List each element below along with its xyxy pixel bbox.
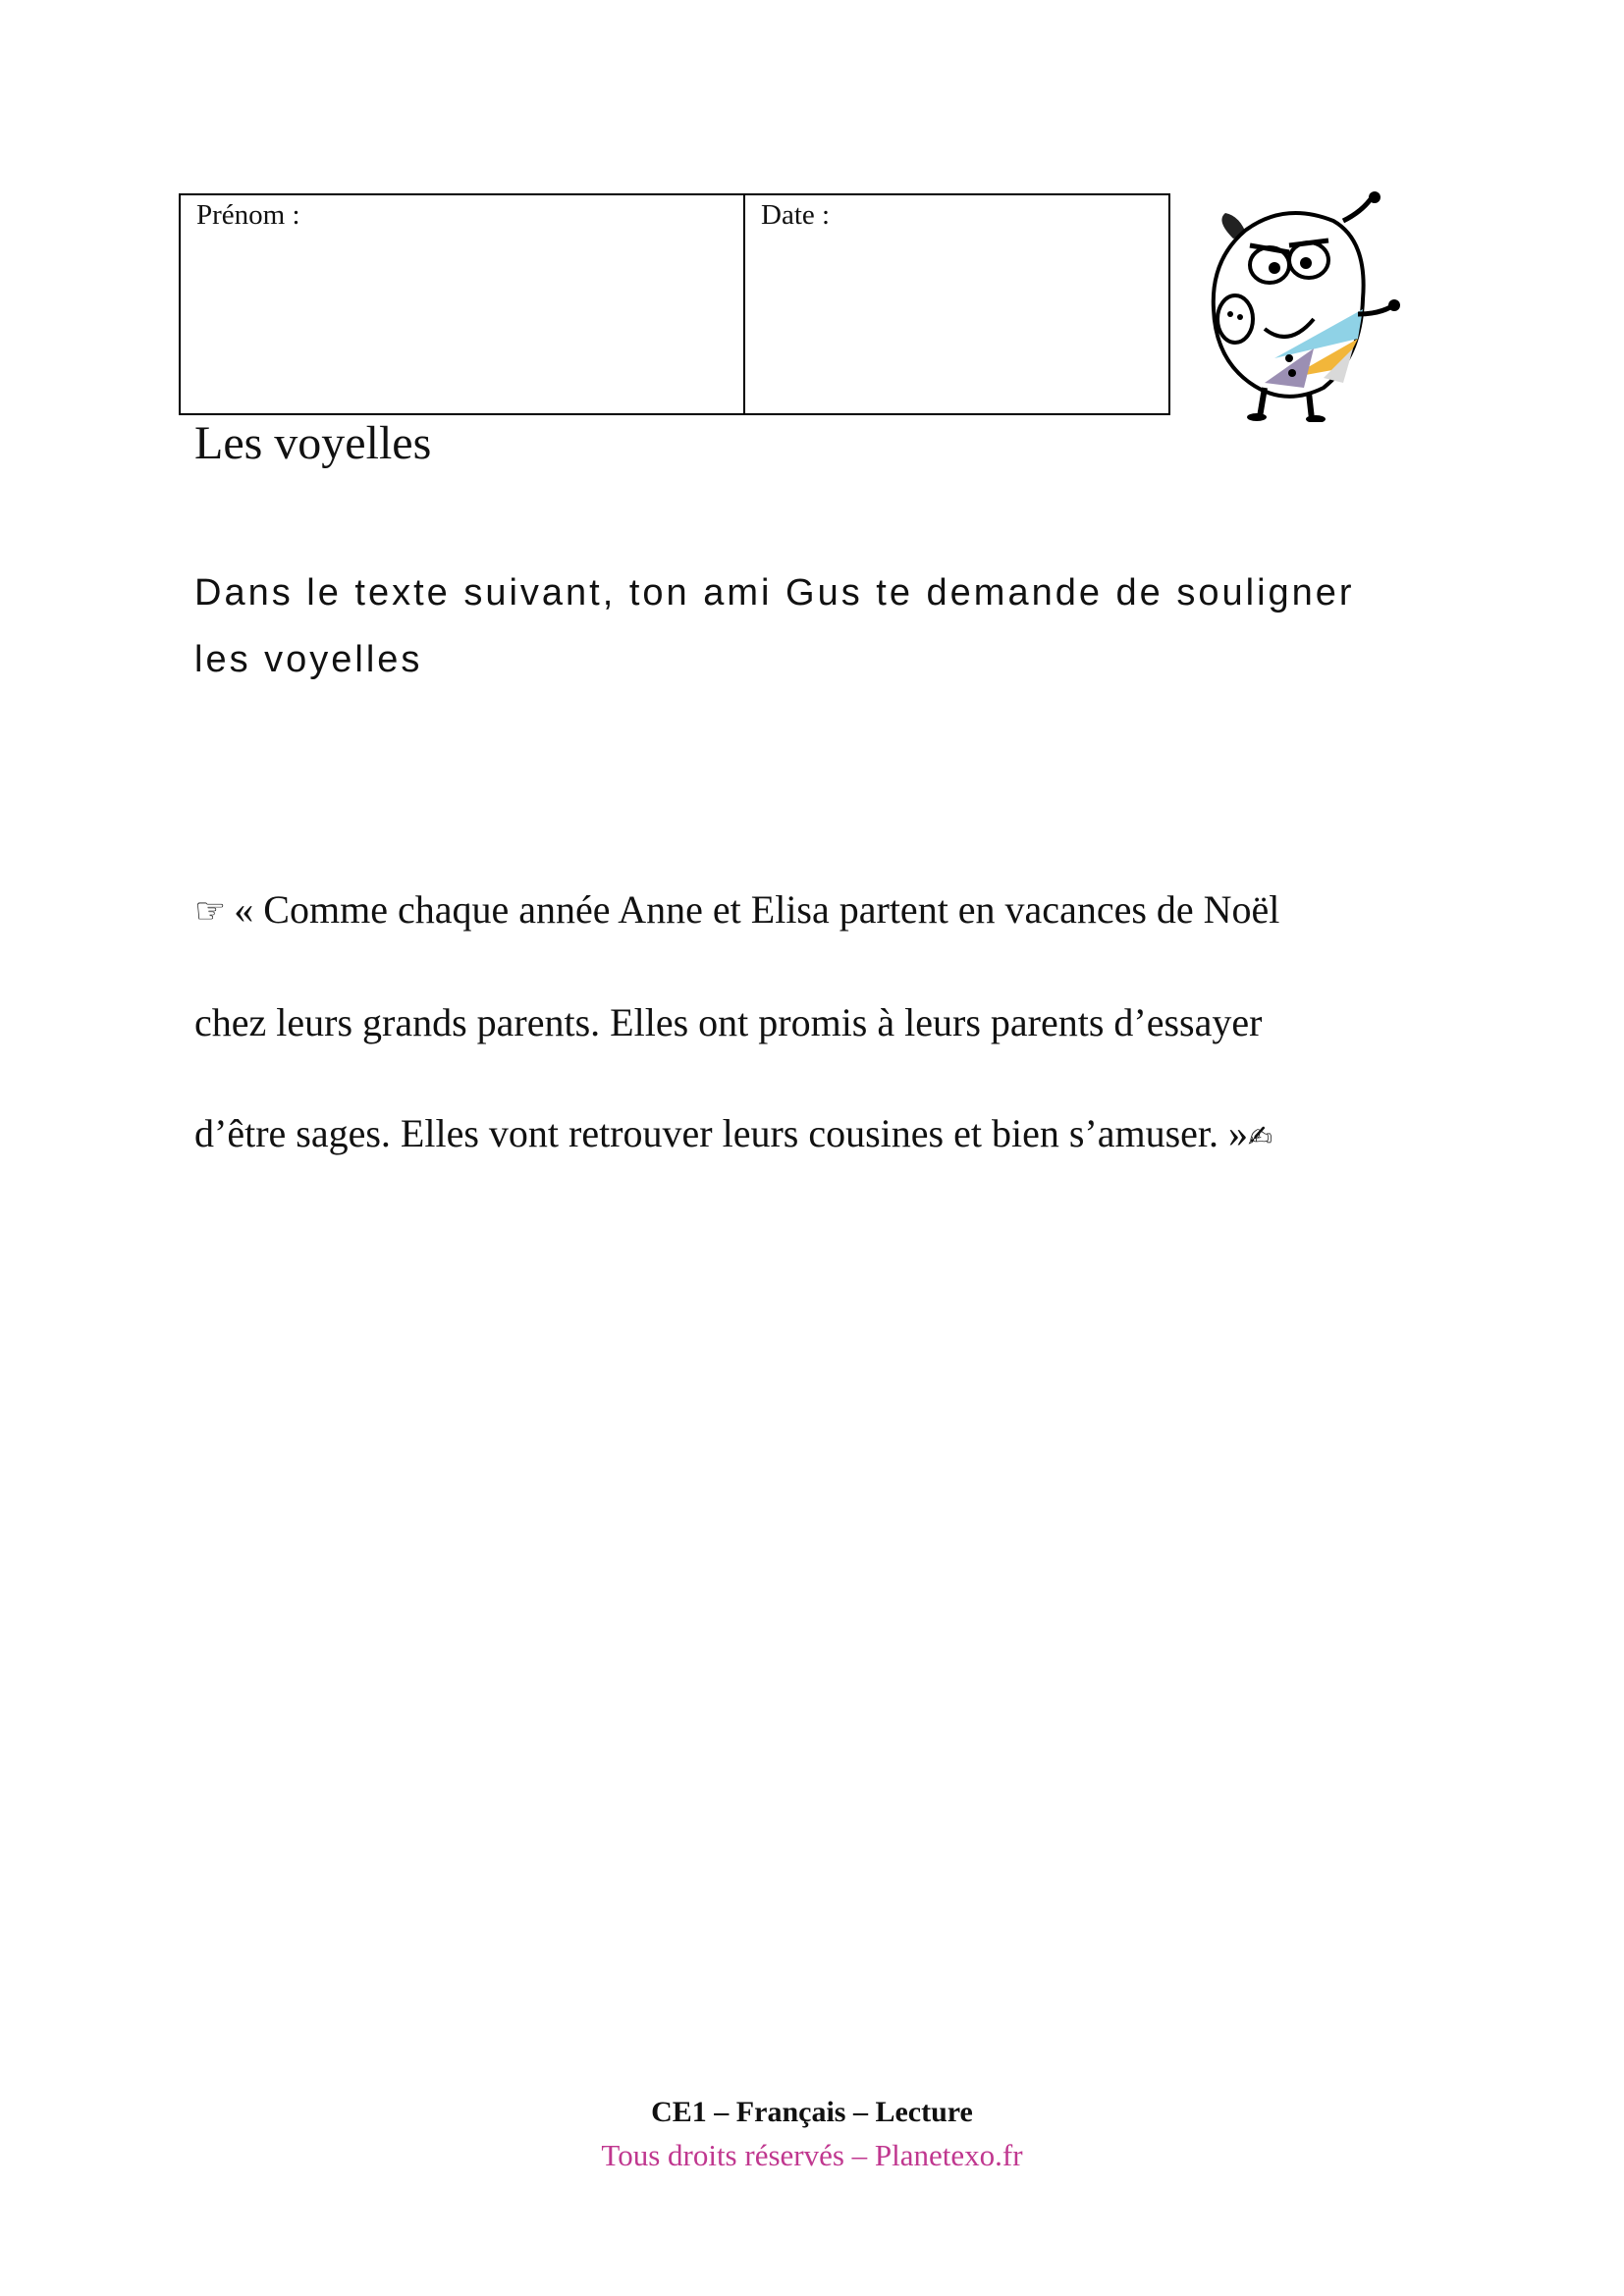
date-cell[interactable]: [745, 195, 1168, 413]
name-label: Prénom :: [196, 199, 300, 231]
writing-hand-icon: ✍: [1248, 1120, 1273, 1154]
pointing-hand-icon: ☞: [194, 891, 227, 932]
footer-rights: Tous droits réservés – Planetexo.fr: [601, 2138, 1023, 2172]
instruction-text: [194, 560, 1471, 693]
page-title: Les voyelles: [194, 417, 432, 469]
passage-line-text: « Comme chaque année Anne et Elisa partent en vacances de Noël: [234, 887, 1280, 932]
passage-line: [194, 1078, 1500, 1193]
instruction-line: Dans le texte suivant, ton ami Gus te demande de souligner: [194, 572, 1355, 614]
passage-line-text: d’être sages. Elles vont retrouver leurs cousines et bien s’amuser. »: [194, 1111, 1249, 1155]
student-info-table: [179, 193, 1170, 415]
passage-line: chez leurs grands parents. Elles ont promis à leurs parents d’essayer: [194, 1000, 1263, 1044]
name-cell[interactable]: [181, 195, 745, 413]
instruction-line: les voyelles: [194, 639, 423, 680]
sheep-mascot-icon: [1196, 191, 1417, 422]
date-label: Date :: [761, 199, 831, 231]
reading-passage: [194, 854, 1500, 1193]
passage-line: [194, 854, 1500, 967]
footer-level: CE1 – Français – Lecture: [651, 2096, 973, 2128]
